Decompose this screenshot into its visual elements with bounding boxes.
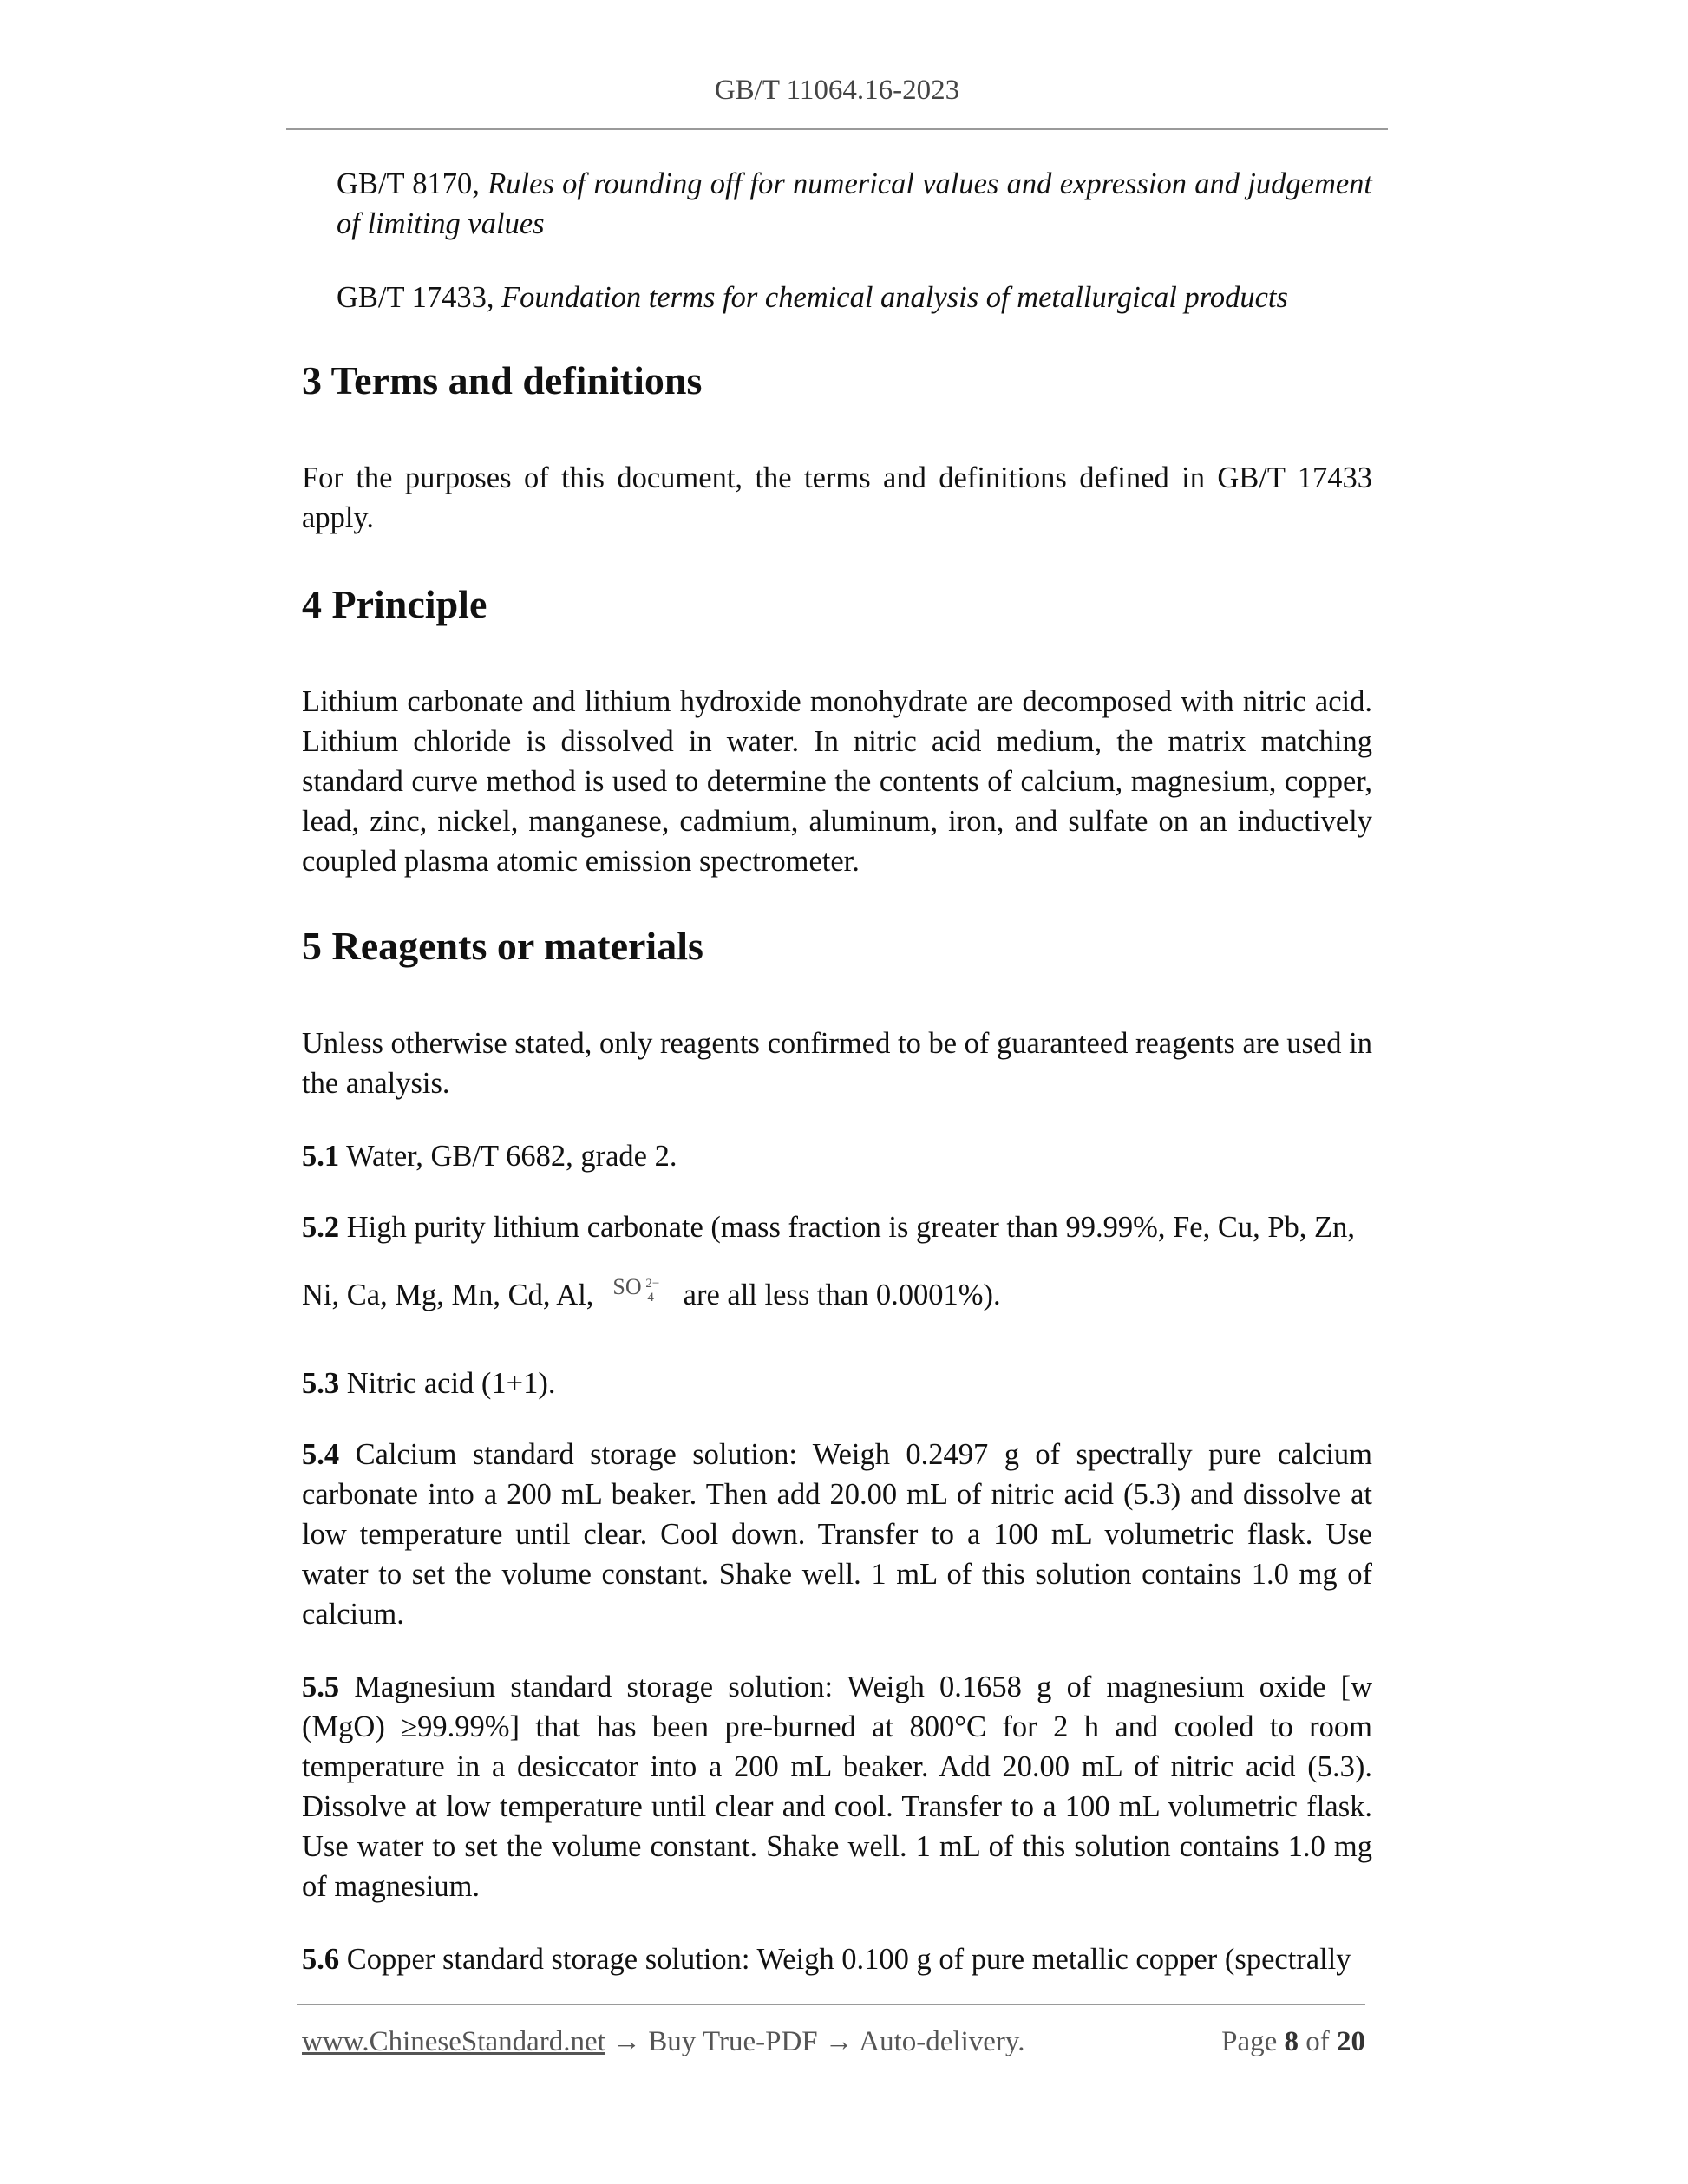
ref-title: Rules of rounding off for numerical values and expression and judgement of limiting values <box>337 167 1373 240</box>
normative-reference-gbt8170 <box>337 164 1372 244</box>
reagent-item-5-2 <box>302 1207 1372 1247</box>
section-heading-principle: 4 Principle <box>302 582 487 626</box>
page-label: Page <box>1221 2026 1278 2057</box>
item-text: Calcium standard storage solution: Weigh 0.2497 g of spectrally pure calcium carbonate into a 200 mL beaker. Then add 20.00 mL of nitric acid (5.3) and dissolve at low temperature until clear. Cool down. Transfer to a 100 mL volumetric flask. Use water to set the volume constant. Shake well. 1 mL of this solution contains 1.0 mg of calcium. <box>302 1438 1373 1631</box>
item-text: Water, GB/T 6682, grade 2. <box>346 1140 677 1173</box>
item-number: 5.6 <box>302 1943 340 1976</box>
item-text: High purity lithium carbonate (mass fraction is greater than 99.99%, Fe, Cu, Pb, Zn, <box>346 1211 1355 1244</box>
item-text: Copper standard storage solution: Weigh 0.100 g of pure metallic copper (spectrally <box>346 1943 1351 1976</box>
item-text: Nitric acid (1+1). <box>346 1367 556 1400</box>
ref-code: GB/T 8170, <box>337 167 480 200</box>
normative-reference-gbt17433 <box>337 278 1372 317</box>
section-heading-reagents: 5 Reagents or materials <box>302 924 703 968</box>
item-number: 5.1 <box>302 1140 340 1173</box>
sulfate-formula: SO 2− 4 <box>612 1274 660 1305</box>
website-link[interactable]: www.ChineseStandard.net <box>302 2026 605 2057</box>
reagent-item-5-4 <box>302 1435 1372 1634</box>
element-list: Ni, Ca, Mg, Mn, Cd, Al, <box>302 1278 594 1311</box>
section-4-text: Lithium carbonate and lithium hydroxide monohydrate are decomposed with nitric acid. Lithium chloride is dissolved in water. In nitric acid medium, the matrix matching standard curve method is used to determine the contents of calcium, magnesium, copper, lead, zinc, nickel, manganese, cadmium, aluminum, iron, and sulfate on an inductively coupled plasma atomic emission spectrometer. <box>302 685 1372 878</box>
reagent-item-5-2-continued <box>302 1275 1372 1318</box>
ref-title: Foundation terms for chemical analysis of metallurgical products <box>501 281 1288 314</box>
item-number: 5.3 <box>302 1367 340 1400</box>
item-number: 5.5 <box>302 1671 340 1703</box>
page-number: 8 <box>1284 2026 1299 2057</box>
footer-promo-text: → Buy True-PDF → Auto-delivery. <box>612 2026 1025 2057</box>
reagent-item-5-3 <box>302 1363 1372 1403</box>
total-pages: 20 <box>1337 2026 1365 2057</box>
item-text-tail: are all less than 0.0001%). <box>683 1278 1001 1311</box>
header-divider <box>286 128 1388 130</box>
footer-divider <box>297 2004 1365 2005</box>
of-label: of <box>1305 2026 1330 2057</box>
item-text: Magnesium standard storage solution: Weigh 0.1658 g of magnesium oxide [w (MgO) ≥99.99%] that has been pre-burned at 800°C for 2 h and cooled to room temperature in a desiccator into a 200 mL beaker. Add 20.00 mL of nitric acid (5.3). Dissolve at low temperature until clear and cool. Transfer to a 100 mL volumetric flask. Use water to set the volume constant. Shake well. 1 mL of this solution contains 1.0 mg of magnesium. <box>302 1671 1373 1903</box>
page-indicator <box>1221 2026 1365 2058</box>
section-5-intro: Unless otherwise stated, only reagents confirmed to be of guaranteed reagents are used in the analysis. <box>302 1027 1372 1100</box>
running-header: GB/T 11064.16-2023 <box>714 75 960 106</box>
section-heading-terms: 3 Terms and definitions <box>302 358 703 402</box>
item-number: 5.4 <box>302 1438 340 1471</box>
item-number: 5.2 <box>302 1211 340 1244</box>
reagent-item-5-5 <box>302 1667 1372 1906</box>
ref-code: GB/T 17433, <box>337 281 494 314</box>
reagent-item-5-1 <box>302 1136 1372 1176</box>
section-3-text: For the purposes of this document, the terms and definitions defined in GB/T 17433 apply. <box>302 461 1372 534</box>
footer <box>302 2026 1365 2058</box>
reagent-item-5-6 <box>302 1939 1372 1979</box>
